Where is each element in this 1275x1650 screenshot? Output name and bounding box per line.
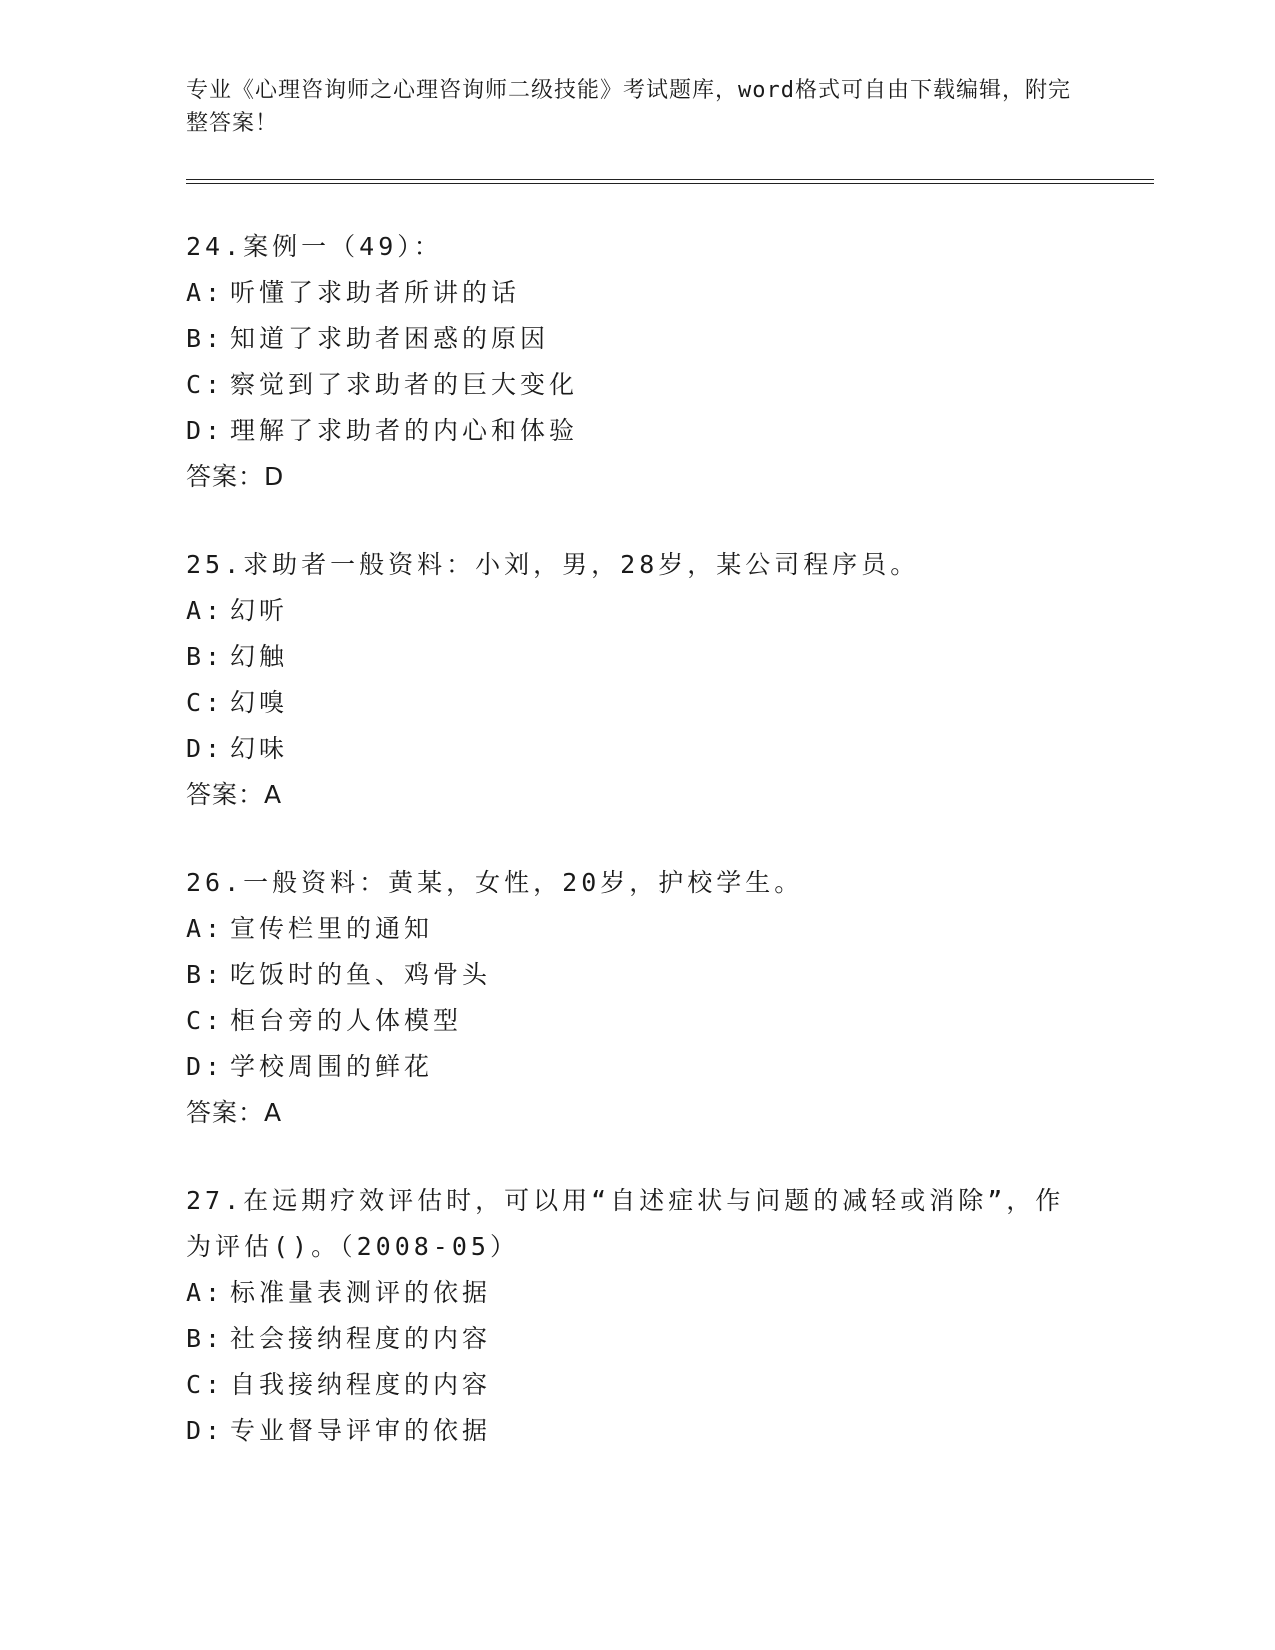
option-text: 柜台旁的人体模型 [230, 1006, 463, 1035]
option-text: 知道了求助者困惑的原因 [230, 324, 550, 353]
option-text: 宣传栏里的通知 [230, 914, 434, 943]
option-text: 幻嗅 [230, 688, 289, 717]
question-25 [186, 542, 1086, 818]
question-26 [186, 860, 1086, 1136]
option-d [186, 1408, 1086, 1454]
answer-line: 答案：A [186, 780, 283, 809]
option-b [186, 1316, 1086, 1362]
question-stem: 27.在远期疗效评估时，可以用“自述症状与问题的减轻或消除”，作为评估()。（2008-05） [186, 1186, 1065, 1261]
option-d [186, 726, 1086, 772]
option-letter: A: [186, 914, 225, 943]
question-24 [186, 224, 1086, 500]
option-a [186, 906, 1086, 952]
answer-line: 答案：A [186, 1098, 283, 1127]
option-text: 社会接纳程度的内容 [230, 1324, 492, 1353]
option-c [186, 362, 1086, 408]
option-letter: D: [186, 1052, 225, 1081]
option-text: 自我接纳程度的内容 [230, 1370, 492, 1399]
header-double-rule [186, 179, 1154, 184]
question-stem: 25.求助者一般资料：小刘，男，28岁，某公司程序员。 [186, 550, 920, 579]
option-text: 理解了求助者的内心和体验 [230, 416, 579, 445]
option-b [186, 952, 1086, 998]
option-letter: B: [186, 1324, 225, 1353]
option-text: 幻味 [230, 734, 289, 763]
option-letter: A: [186, 596, 225, 625]
question-stem: 24.案例一（49）： [186, 232, 443, 261]
option-letter: C: [186, 1370, 225, 1399]
option-letter: D: [186, 734, 225, 763]
option-b [186, 634, 1086, 680]
option-text: 听懂了求助者所讲的话 [230, 278, 521, 307]
question-27 [186, 1178, 1086, 1454]
option-b [186, 316, 1086, 362]
option-text: 察觉到了求助者的巨大变化 [230, 370, 579, 399]
option-text: 标准量表测评的依据 [230, 1278, 492, 1307]
option-letter: A: [186, 1278, 225, 1307]
option-text: 幻听 [230, 596, 289, 625]
option-text: 专业督导评审的依据 [230, 1416, 492, 1445]
question-stem: 26.一般资料：黄某，女性，20岁，护校学生。 [186, 868, 804, 897]
answer-line: 答案：D [186, 462, 285, 491]
option-a [186, 270, 1086, 316]
option-text: 吃饭时的鱼、鸡骨头 [230, 960, 492, 989]
option-c [186, 680, 1086, 726]
option-letter: B: [186, 324, 225, 353]
document-header: 专业《心理咨询师之心理咨询师二级技能》考试题库，word格式可自由下载编辑，附完整答案！ [186, 78, 1071, 136]
option-letter: C: [186, 370, 225, 399]
option-c [186, 998, 1086, 1044]
option-letter: B: [186, 960, 225, 989]
option-d [186, 408, 1086, 454]
option-a [186, 1270, 1086, 1316]
option-letter: A: [186, 278, 225, 307]
option-letter: B: [186, 642, 225, 671]
option-c [186, 1362, 1086, 1408]
option-d [186, 1044, 1086, 1090]
option-letter: D: [186, 1416, 225, 1445]
option-a [186, 588, 1086, 634]
option-letter: C: [186, 1006, 225, 1035]
option-text: 幻触 [230, 642, 289, 671]
option-text: 学校周围的鲜花 [230, 1052, 434, 1081]
option-letter: D: [186, 416, 225, 445]
option-letter: C: [186, 688, 225, 717]
